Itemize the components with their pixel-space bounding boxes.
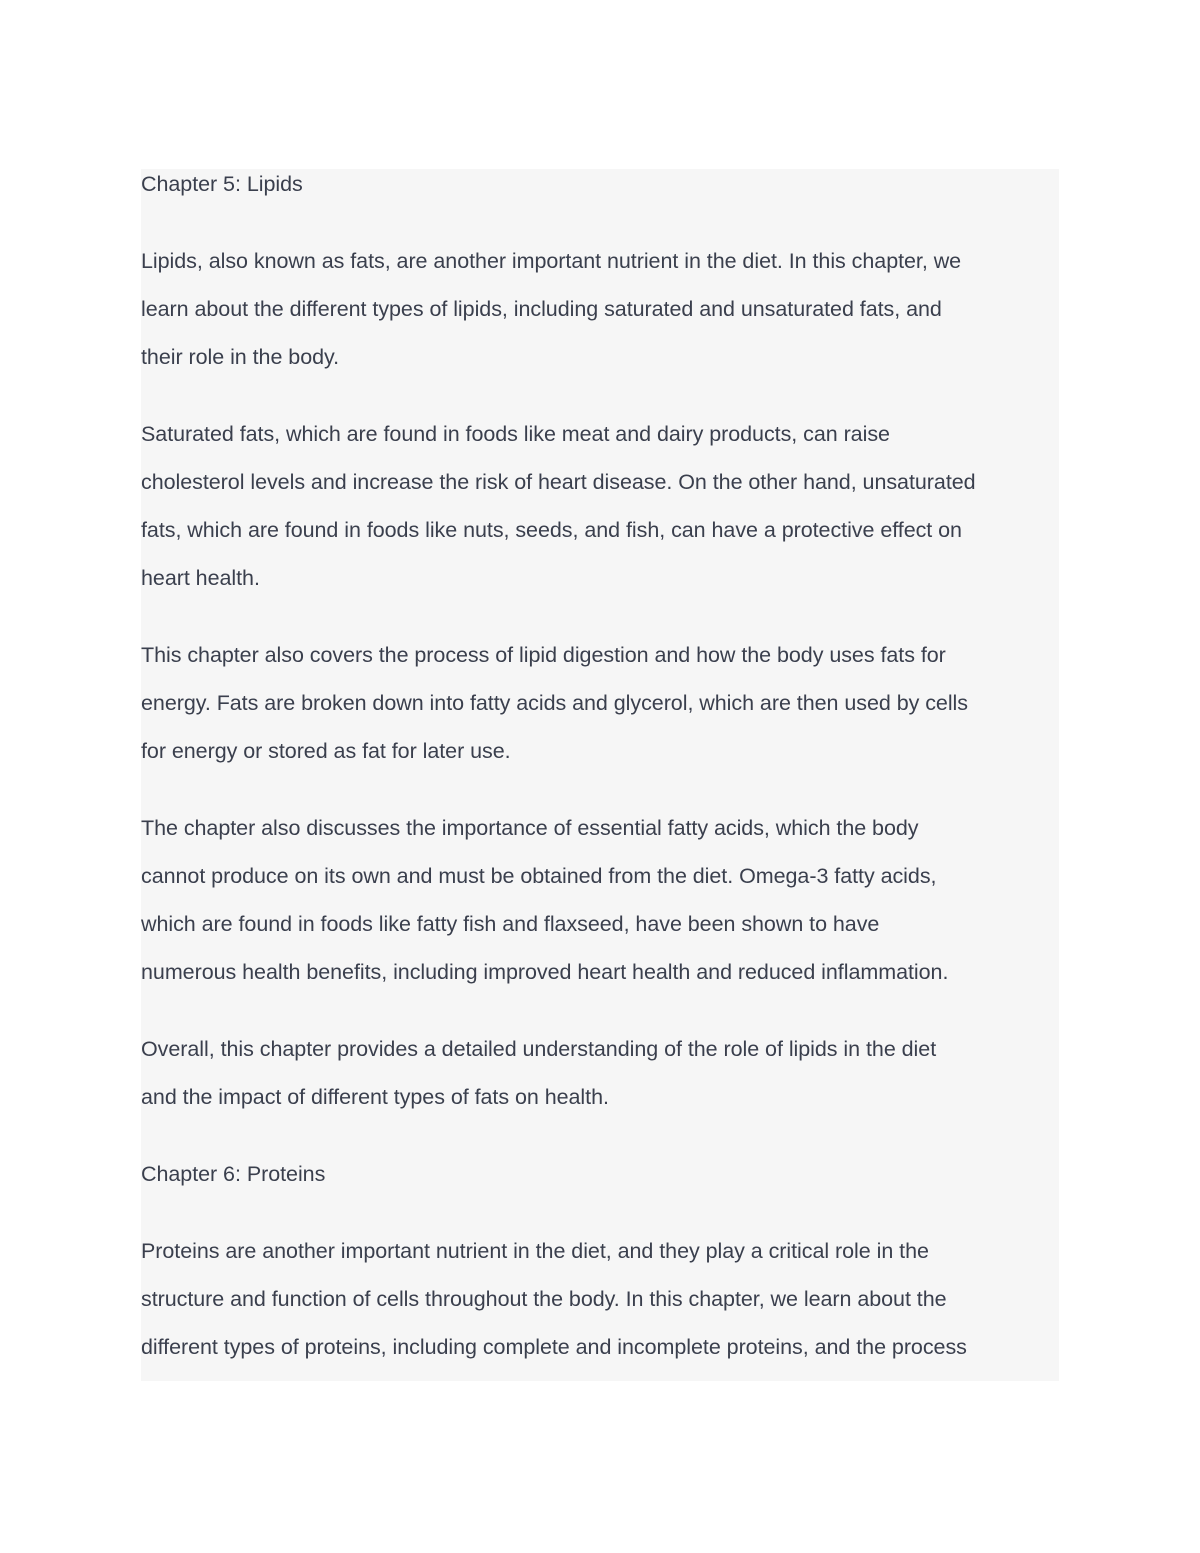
text-line: Chapter 5: Lipids <box>141 172 303 196</box>
chapter-5-heading <box>141 165 1061 213</box>
text-line: The chapter also discusses the importance of essential fatty acids, which the body <box>141 816 919 840</box>
text-line: This chapter also covers the process of lipid digestion and how the body uses fats for <box>141 643 946 667</box>
text-line: different types of proteins, including complete and incomplete proteins, and the process <box>141 1335 967 1359</box>
chapter-6-heading <box>141 1155 1061 1203</box>
text-line: their role in the body. <box>141 345 340 369</box>
text-line: learn about the different types of lipids, including saturated and unsaturated fats, and <box>141 297 942 321</box>
text-line: heart health. <box>141 566 260 590</box>
text-line: and the impact of different types of fats on health. <box>141 1085 609 1109</box>
text-line: cholesterol levels and increase the risk of heart disease. On the other hand, unsaturated <box>141 470 976 494</box>
paragraph-saturated-fats <box>141 415 1061 607</box>
text-line: Overall, this chapter provides a detailed understanding of the role of lipids in the diet <box>141 1037 937 1061</box>
text-line: for energy or stored as fat for later use. <box>141 739 511 763</box>
text-line: energy. Fats are broken down into fatty acids and glycerol, which are then used by cells <box>141 691 968 715</box>
text-line: Proteins are another important nutrient in the diet, and they play a critical role in the <box>141 1239 929 1263</box>
document-text <box>141 165 1061 1376</box>
text-line: structure and function of cells throughout the body. In this chapter, we learn about the <box>141 1287 947 1311</box>
text-line: numerous health benefits, including improved heart health and reduced inflammation. <box>141 960 949 984</box>
paragraph-lipids-intro <box>141 242 1061 386</box>
text-line: which are found in foods like fatty fish and flaxseed, have been shown to have <box>141 912 880 936</box>
paragraph-proteins-intro <box>141 1232 1061 1376</box>
paragraph-essential-fatty-acids <box>141 809 1061 1001</box>
paragraph-lipid-digestion <box>141 636 1061 780</box>
text-line: fats, which are found in foods like nuts, seeds, and fish, can have a protective effect on <box>141 518 962 542</box>
paragraph-overall <box>141 1030 1061 1126</box>
text-line: Lipids, also known as fats, are another important nutrient in the diet. In this chapter, we <box>141 249 962 273</box>
text-line: Chapter 6: Proteins <box>141 1162 326 1186</box>
text-line: cannot produce on its own and must be obtained from the diet. Omega-3 fatty acids, <box>141 864 937 888</box>
text-line: Saturated fats, which are found in foods like meat and dairy products, can raise <box>141 422 890 446</box>
